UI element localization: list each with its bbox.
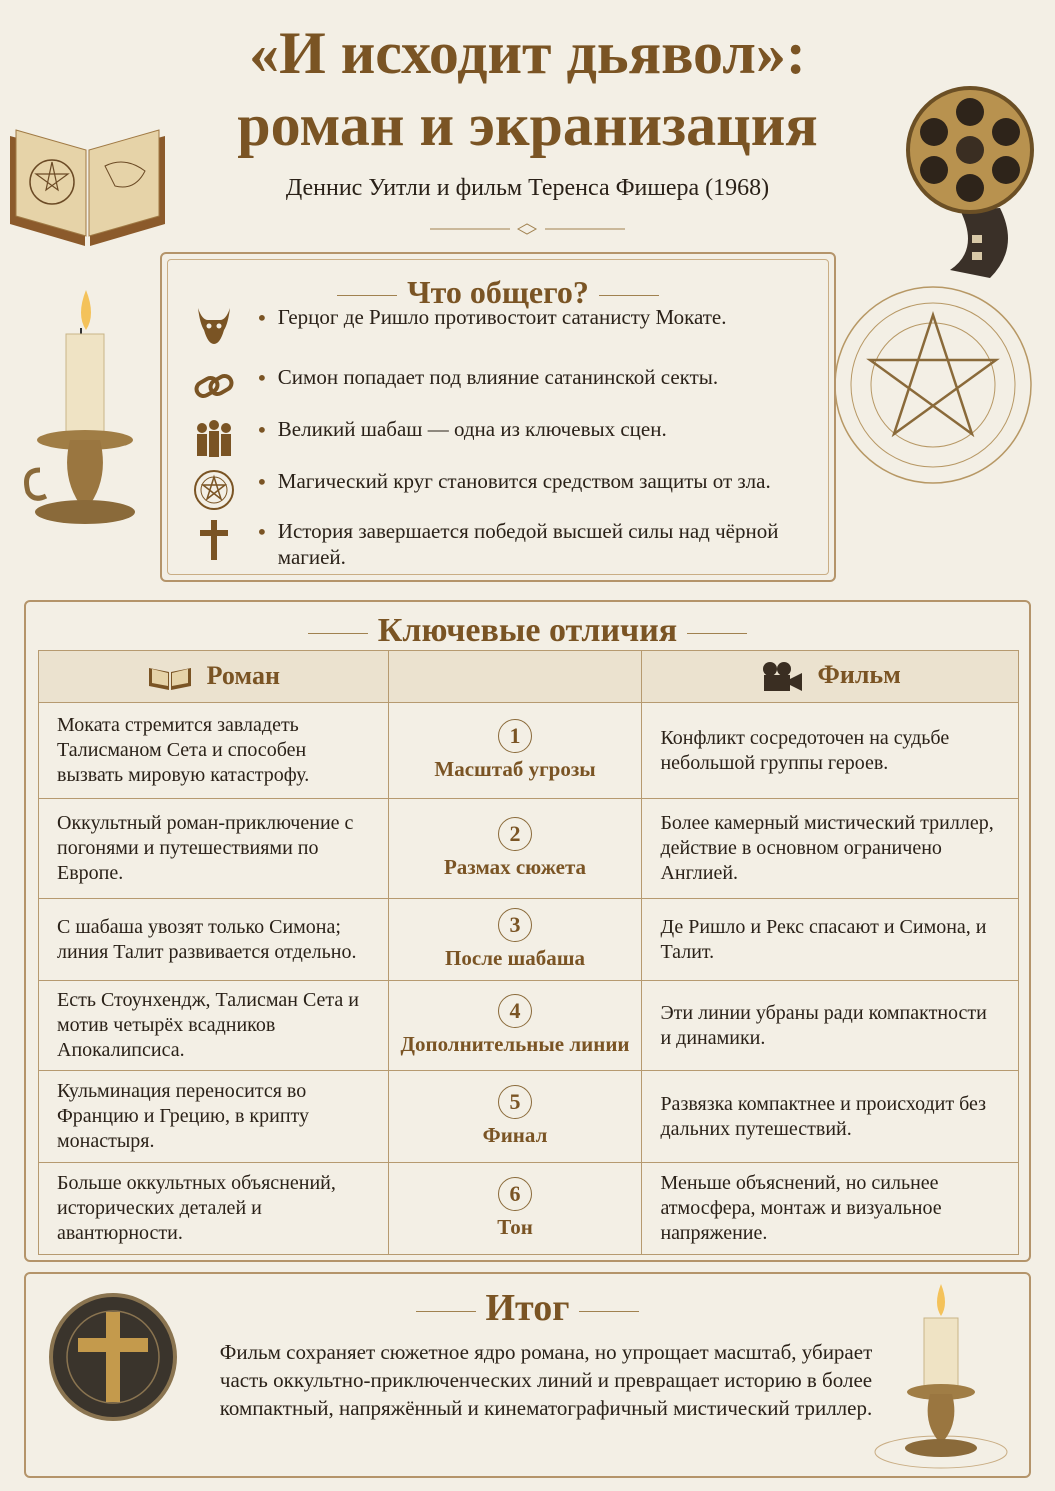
differences-section	[24, 600, 1031, 1262]
table-row	[39, 1071, 1019, 1163]
film-cell: Де Ришло и Рекс спасают и Симона, и Талит.	[642, 899, 1019, 981]
summary-section	[24, 1272, 1031, 1478]
table-row	[39, 799, 1019, 899]
table-row	[39, 981, 1019, 1071]
pentagram-circle-icon	[192, 468, 236, 512]
page-title: «И исходит дьявол»:	[249, 20, 806, 86]
common-item: • Великий шабаш — одна из ключевых сцен.	[192, 416, 812, 460]
aspect-cell: 6 Тон	[388, 1163, 642, 1255]
film-cell: Эти линии убраны ради компактности и динамики.	[642, 981, 1019, 1071]
aspect-cell: 3 После шабаша	[388, 899, 642, 981]
candle-icon	[22, 290, 152, 530]
novel-column-header: Роман	[39, 651, 389, 703]
aspect-cell: 1 Масштаб угрозы	[388, 703, 642, 799]
film-cell: Более камерный мистический триллер, действие в основном ограничено Англией.	[642, 799, 1019, 899]
aspect-cell: 5 Финал	[388, 1071, 642, 1163]
chain-icon	[192, 364, 236, 408]
table-row	[39, 1163, 1019, 1255]
film-cell: Меньше объяснений, но сильнее атмосфера, монтаж и визуальное напряжение.	[642, 1163, 1019, 1255]
film-cell: Развязка компактнее и происходит без дальних путешествий.	[642, 1071, 1019, 1163]
common-item: • Магический круг становится средством защиты от зла.	[192, 468, 812, 512]
page-subtitle: Деннис Уитли и фильм Теренса Фишера (1968)	[285, 175, 770, 201]
title-ornament	[430, 222, 625, 236]
summary-text: Фильм сохраняет сюжетное ядро романа, но упрощает масштаб, убирает часть оккультно-приключенческих линий и превращает историю в более компактный, напряжённый и кинематографичный мистический триллер.	[219, 1340, 873, 1420]
common-heading: Что общего?	[162, 274, 834, 311]
differences-table	[38, 650, 1019, 1255]
table-row	[39, 899, 1019, 981]
aspect-cell: 2 Размах сюжета	[388, 799, 642, 899]
novel-cell: Больше оккультных объяснений, исторических деталей и авантюрности.	[39, 1163, 389, 1255]
novel-cell: Кульминация переносится во Францию и Грецию, в крипту монастыря.	[39, 1071, 389, 1163]
novel-cell: С шабаша увозят только Симона; линия Талит развивается отдельно.	[39, 899, 389, 981]
novel-cell: Оккультный роман-приключение с погонями и путешествиями по Европе.	[39, 799, 389, 899]
summary-heading: Итог	[26, 1286, 1029, 1330]
film-reel-icon	[900, 60, 1050, 280]
cross-icon	[192, 518, 236, 562]
differences-heading: Ключевые отличия	[26, 612, 1029, 650]
demon-mask-icon	[192, 304, 236, 348]
page-title-line2: роман и экранизация	[237, 92, 818, 158]
novel-cell: Есть Стоунхендж, Талисман Сета и мотив четырёх всадников Апокалипсиса.	[39, 981, 389, 1071]
movie-camera-icon	[760, 661, 804, 693]
middle-column-header	[388, 651, 642, 703]
table-header-row	[39, 651, 1019, 703]
common-item: • История завершается победой высшей силы над чёрной магией.	[192, 518, 812, 570]
film-cell: Конфликт сосредоточен на судьбе небольшой группы героев.	[642, 703, 1019, 799]
common-item: • Герцог де Ришло противостоит сатанисту Мокате.	[192, 304, 812, 348]
common-item: • Симон попадает под влияние сатанинской секты.	[192, 364, 812, 408]
table-row	[39, 703, 1019, 799]
magic-circle-icon	[828, 260, 1038, 510]
novel-cell: Моката стремится завладеть Талисманом Сета и способен вызвать мировую катастрофу.	[39, 703, 389, 799]
film-column-header: Фильм	[642, 651, 1019, 703]
book-icon	[147, 664, 193, 692]
cultists-icon	[192, 416, 236, 460]
common-section	[160, 252, 836, 582]
aspect-cell: 4 Дополнительные линии	[388, 981, 642, 1071]
